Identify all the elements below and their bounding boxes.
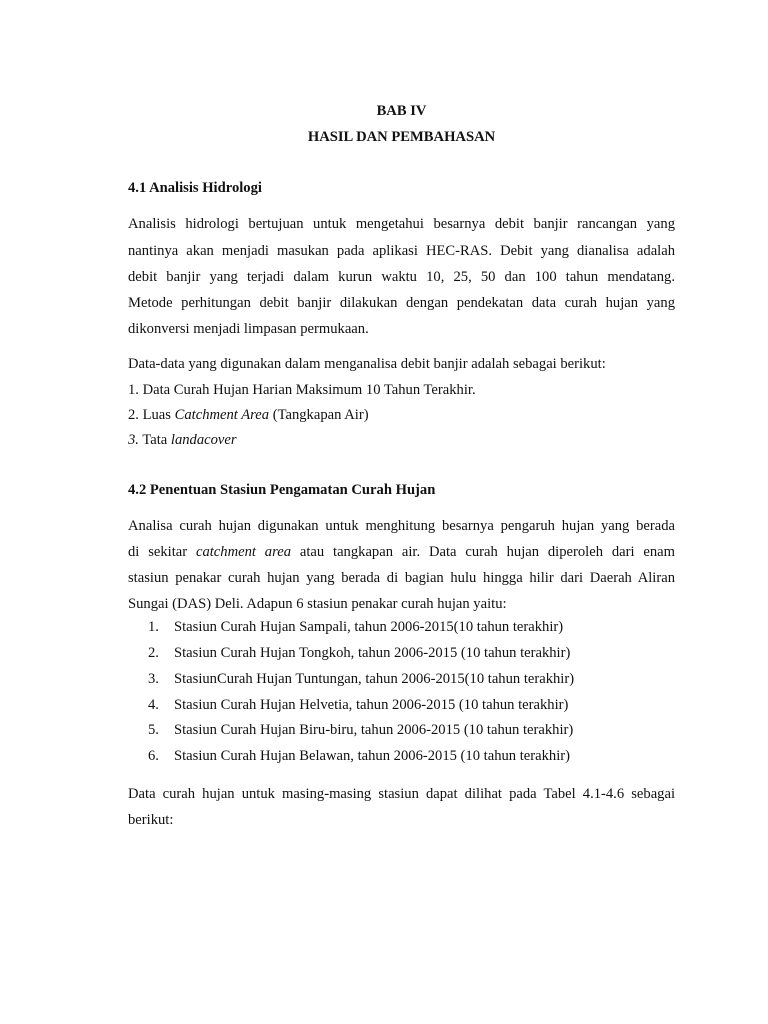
station-text: Stasiun Curah Hujan Helvetia, tahun 2006-2015 (10 tahun terakhir)	[174, 697, 569, 713]
station-text: StasiunCurah Hujan Tuntungan, tahun 2006-2015(10 tahun terakhir)	[174, 671, 575, 687]
paragraph-line: debit banjir yang terjadi dalam kurun waktu 10, 25, 50 dan 100 tahun mendatang.	[128, 269, 675, 285]
data-item-3-italic: landacover	[170, 432, 237, 448]
station-number: 5.	[148, 722, 159, 738]
paragraph-line: nantinya akan menjadi masukan pada aplikasi HEC-RAS. Debit yang dianalisa adalah	[128, 243, 675, 259]
paragraph-line: dikonversi menjadi limpasan permukaan.	[128, 321, 369, 337]
data-item-1: 1. Data Curah Hujan Harian Maksimum 10 Tahun Terakhir.	[128, 382, 476, 398]
station-item	[148, 722, 573, 739]
data-item-2-italic: Catchment Area	[174, 407, 270, 423]
section-heading-4-2: 4.2 Penentuan Stasiun Pengamatan Curah Hujan	[128, 482, 436, 498]
station-item	[148, 619, 563, 636]
station-text: Stasiun Curah Hujan Sampali, tahun 2006-2015(10 tahun terakhir)	[174, 619, 564, 635]
paragraph-line: stasiun penakar curah hujan yang berada di bagian hulu hingga hilir dari Daerah Aliran	[128, 570, 675, 586]
station-number: 1.	[148, 619, 159, 635]
paragraph-line: Metode perhitungan debit banjir dilakukan dengan pendekatan data curah hujan yang	[128, 295, 675, 311]
station-number: 2.	[148, 645, 159, 661]
data-item-2	[128, 407, 675, 424]
paragraph-line	[128, 544, 675, 561]
paragraph-line-suffix: atau tangkapan air. Data curah hujan diperoleh dari enam	[291, 544, 675, 560]
paragraph-line: Analisa curah hujan digunakan untuk menghitung besarnya pengaruh hujan yang berada	[128, 518, 675, 534]
paragraph-line-prefix: di sekitar	[128, 544, 196, 560]
data-item-3-prefix: Tata	[138, 432, 171, 448]
data-item-2-prefix: 2. Luas	[128, 407, 175, 423]
station-number: 3.	[148, 671, 159, 687]
station-number: 6.	[148, 748, 159, 764]
paragraph-line: Analisis hidrologi bertujuan untuk mengetahui besarnya debit banjir rancangan yang	[128, 216, 675, 232]
station-number: 4.	[148, 697, 159, 713]
station-item	[148, 645, 570, 662]
station-text: Stasiun Curah Hujan Tongkoh, tahun 2006-2015 (10 tahun terakhir)	[174, 645, 571, 661]
chapter-title: HASIL DAN PEMBAHASAN	[307, 129, 496, 145]
paragraph-line-italic: catchment area	[195, 544, 292, 560]
closing-line: Data curah hujan untuk masing-masing stasiun dapat dilihat pada Tabel 4.1-4.6 sebagai	[128, 786, 675, 802]
station-item	[148, 748, 570, 765]
data-item-3-num: 3.	[128, 432, 139, 448]
section-heading-4-1: 4.1 Analisis Hidrologi	[128, 180, 262, 196]
chapter-number: BAB IV	[376, 103, 427, 119]
data-intro: Data-data yang digunakan dalam menganalisa debit banjir adalah sebagai berikut:	[128, 356, 606, 372]
closing-line: berikut:	[128, 812, 174, 828]
station-text: Stasiun Curah Hujan Belawan, tahun 2006-2015 (10 tahun terakhir)	[174, 748, 570, 764]
station-item	[148, 671, 574, 688]
station-item	[148, 697, 568, 714]
data-item-2-suffix: (Tangkapan Air)	[269, 407, 369, 423]
station-text: Stasiun Curah Hujan Biru-biru, tahun 2006-2015 (10 tahun terakhir)	[174, 722, 574, 738]
data-item-3	[128, 432, 675, 449]
paragraph-line: Sungai (DAS) Deli. Adapun 6 stasiun penakar curah hujan yaitu:	[128, 596, 507, 612]
